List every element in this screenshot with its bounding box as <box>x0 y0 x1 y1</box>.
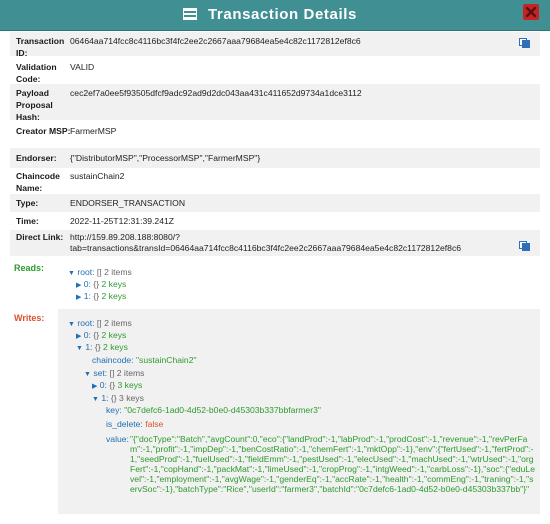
dialog-title: Transaction Details <box>208 6 357 23</box>
writes-set-item-1-count: 3 keys <box>119 393 144 403</box>
writes-value-text: "{"docType":"Batch","avgCount":0,"eco":{"landProd":-1,"labProd":-1,"prodCost":-1,"revenue":-1,"revPerFam":-1,"profit":-1,"impDep":-1,"benCostRatio":-1,"chemFert":-1,"mktOpp":-1},"env":{"fertUsed":-1,"fertProd":-1,"seedProd":-1,"fuelUsed":-1,"fieldEmm":-1,"pestUsed":-1,"elecUsed":-1,"machUsed":-1,"wtrUsed":-1,"orgFert":-1,"copHand":-1,"packMat":-1,"limeUsed":-1,"cropProg":-1,"intgWeed":-1,"carbLoss":-1},"soc":{"eduLevel":-1,"employment":-1,"avgWage":-1,"genderEq":-1,"accRate":-1,"health":-1,"commEng":-1,"traning":-1,"servSoc":-1},"batchType":"Rice","userId":"farmer3","batchId":"0c7defc6-1ad0-4d52-b0e0-d45303b337bb"}" <box>130 434 535 494</box>
writes-item-1-count: 2 keys <box>103 342 128 352</box>
reads-item-0-type: {} <box>93 279 100 289</box>
expand-right-icon: ▶ <box>76 282 82 289</box>
expand-right-icon: ▶ <box>76 333 82 340</box>
writes-key-key: key: <box>106 405 122 415</box>
table-icon <box>183 8 197 20</box>
expand-right-icon: ▶ <box>76 294 82 301</box>
expand-down-icon: ▼ <box>68 321 75 328</box>
copy-icon[interactable] <box>519 241 530 251</box>
reads-root-key: root: <box>77 267 95 277</box>
writes-set-item-1-type: {} <box>110 393 117 403</box>
type-label: Type: <box>16 198 39 208</box>
chaincode-row <box>10 170 540 194</box>
endorser-row <box>10 148 540 168</box>
writes-set-item-0-key: 0: <box>99 380 107 390</box>
reads-item-0-count: 2 keys <box>101 279 127 289</box>
reads-root-count: 2 items <box>104 267 132 277</box>
writes-label: Writes: <box>14 313 45 323</box>
expand-down-icon: ▼ <box>84 371 91 378</box>
chaincode-label: Chaincode Name: <box>16 171 60 193</box>
payload-hash-row <box>10 84 540 120</box>
reads-item-0-key: 0: <box>83 279 91 289</box>
writes-item-1[interactable] <box>76 342 128 354</box>
reads-item-1[interactable] <box>76 291 126 303</box>
direct-link-line1[interactable]: http://159.89.208.188:8080/? <box>70 232 180 242</box>
close-button[interactable] <box>523 4 539 20</box>
validation-value: VALID <box>70 62 95 72</box>
writes-set-count: 2 items <box>116 368 145 378</box>
creator-msp-value: FarmerMSP <box>70 126 117 136</box>
payload-hash-value: cec2ef7a0ee5f93505dfcf9adc92ad9d2dc043aa431c411652d9734a1dce3112 <box>70 88 362 98</box>
writes-isdelete-entry <box>106 419 163 430</box>
reads-item-1-type: {} <box>93 291 100 301</box>
writes-root-node[interactable] <box>68 318 132 330</box>
writes-item-1-key: 1: <box>85 342 93 352</box>
writes-set-node[interactable] <box>84 368 144 380</box>
expand-down-icon: ▼ <box>76 345 83 352</box>
writes-set-key: set: <box>93 368 108 378</box>
writes-root-count: 2 items <box>104 318 132 328</box>
writes-chaincode-entry <box>92 355 197 366</box>
copy-icon[interactable] <box>519 38 530 48</box>
writes-value-key: value: <box>106 434 129 444</box>
direct-link-line2[interactable]: tab=transactions&transId=06464aa714fcc8c4116bc3f4fc2ee2c2667aaa79684ea5e4c82c1172812ef8c6 <box>70 243 462 253</box>
writes-root-key: root: <box>77 318 95 328</box>
expand-down-icon: ▼ <box>92 396 99 403</box>
writes-item-0-type: {} <box>93 330 100 340</box>
writes-chaincode-key: chaincode: <box>92 355 134 365</box>
direct-link-row <box>10 230 540 256</box>
payload-hash-label: Payload Proposal Hash: <box>16 88 53 122</box>
creator-msp-row <box>10 122 540 146</box>
writes-set-type: [] <box>109 368 115 378</box>
writes-item-0-count: 2 keys <box>101 330 127 340</box>
reads-label: Reads: <box>14 263 45 273</box>
writes-item-0-key: 0: <box>83 330 91 340</box>
writes-set-item-0-type: {} <box>109 380 116 390</box>
endorser-value: {"DistributorMSP","ProcessorMSP","FarmerMSP"} <box>70 153 261 163</box>
reads-root-node[interactable] <box>68 267 132 279</box>
writes-set-item-0[interactable] <box>92 380 142 392</box>
writes-root-type: [] <box>96 318 102 328</box>
writes-key-value: "0c7defc6-1ad0-4d52-b0e0-d45303b337bbfarmer3" <box>124 405 321 415</box>
reads-item-1-key: 1: <box>83 291 91 301</box>
direct-link-label: Direct Link: <box>16 232 64 242</box>
validation-label: Validation Code: <box>16 62 57 84</box>
validation-row <box>10 58 540 82</box>
type-row <box>10 194 540 212</box>
reads-item-1-count: 2 keys <box>101 291 127 301</box>
close-icon <box>523 4 539 20</box>
writes-key-entry <box>106 405 321 416</box>
writes-set-item-1-key: 1: <box>101 393 109 403</box>
writes-isdelete-value: false <box>145 419 164 429</box>
time-label: Time: <box>16 216 39 226</box>
writes-chaincode-value: "sustainChain2" <box>135 355 197 365</box>
writes-isdelete-key: is_delete: <box>106 419 143 429</box>
time-row <box>10 212 540 230</box>
time-value: 2022-11-25T12:31:39.241Z <box>70 216 174 226</box>
chaincode-value: sustainChain2 <box>70 171 125 181</box>
transaction-id-value: 06464aa714fcc8c4116bc3f4fc2ee2c2667aaa79684ea5e4c82c1172812ef8c6 <box>70 36 361 46</box>
reads-item-0[interactable] <box>76 279 126 291</box>
title-bar <box>0 0 550 31</box>
type-value: ENDORSER_TRANSACTION <box>70 198 186 208</box>
writes-item-1-type: {} <box>94 342 101 352</box>
expand-down-icon: ▼ <box>68 270 75 277</box>
transaction-id-label: Transaction ID: <box>16 36 65 58</box>
writes-set-item-1[interactable] <box>92 393 144 405</box>
transaction-id-row <box>10 32 540 56</box>
writes-set-item-0-count: 3 keys <box>117 380 143 390</box>
creator-msp-label: Creator MSP: <box>16 126 71 136</box>
expand-right-icon: ▶ <box>92 383 98 390</box>
reads-root-type: [] <box>96 267 102 277</box>
endorser-label: Endorser: <box>16 153 57 163</box>
writes-item-0[interactable] <box>76 330 126 342</box>
